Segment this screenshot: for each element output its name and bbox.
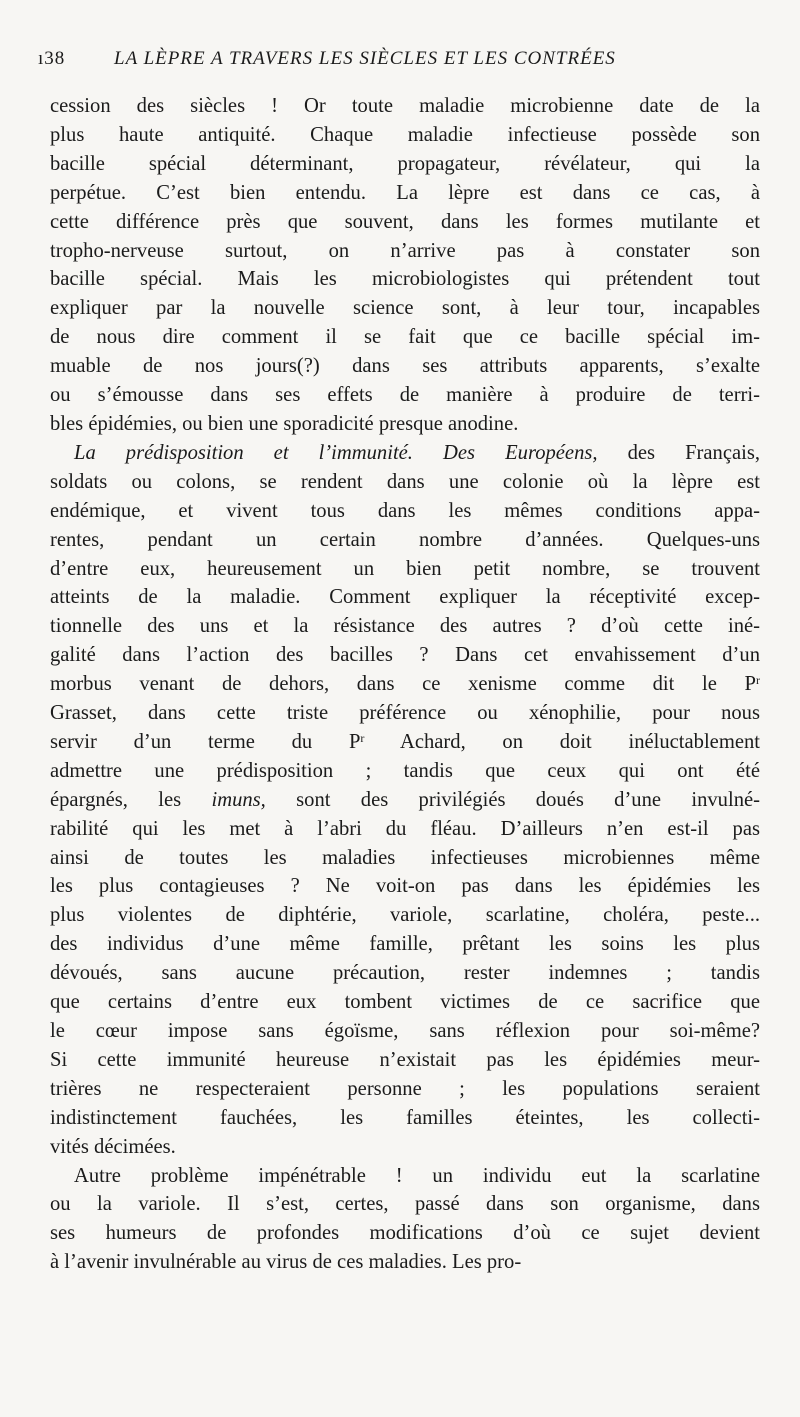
- page-number: ı38: [38, 48, 66, 69]
- text-line: [50, 294, 760, 323]
- text-segment: imuns,: [211, 788, 266, 811]
- text-segment: rentes, pendant un certain nombre d’années. Quelques-uns: [50, 528, 760, 551]
- text-segment: de nous dire comment il se fait que ce bacille spécial im-: [50, 326, 760, 349]
- text-segment: endémique, et vivent tous dans les mêmes conditions appa-: [50, 499, 760, 522]
- text-line: [50, 381, 760, 410]
- text-segment: que certains d’entre eux tombent victimes de ce sacrifice que: [50, 991, 760, 1014]
- text-line: [50, 323, 760, 352]
- text-line: [50, 468, 760, 497]
- text-segment: galité dans l’action des bacilles ? Dans cet envahissement d’un: [50, 644, 760, 667]
- text-line: [50, 526, 760, 555]
- text-line: [50, 555, 760, 584]
- text-line: [50, 150, 760, 179]
- text-line: [50, 786, 760, 815]
- text-line: [50, 410, 760, 439]
- text-line: [50, 1162, 760, 1191]
- text-segment: cette différence près que souvent, dans les formes mutilante et: [50, 210, 760, 233]
- text-segment: tionnelle des uns et la résistance des autres ? d’où cette iné-: [50, 615, 760, 638]
- text-line: [50, 1104, 760, 1133]
- text-line: [50, 670, 760, 699]
- text-segment: ainsi de toutes les maladies infectieuses microbiennes même: [50, 846, 760, 869]
- text-line: [50, 237, 760, 266]
- text-segment: expliquer par la nouvelle science sont, à leur tour, incapables: [50, 297, 760, 320]
- text-segment: à l’avenir invulnérable au virus de ces maladies. Les pro-: [50, 1251, 522, 1274]
- text-segment: indistinctement fauchées, les familles éteintes, les collecti-: [50, 1106, 760, 1129]
- text-line: [50, 583, 760, 612]
- text-line: [50, 844, 760, 873]
- text-segment: tropho-nerveuse surtout, on n’arrive pas à constater son: [50, 239, 760, 262]
- text-segment: soldats ou colons, se rendent dans une colonie où la lèpre est: [50, 470, 760, 493]
- text-segment: Grasset, dans cette triste préférence ou xénophilie, pour nous: [50, 702, 760, 725]
- text-segment: ou s’émousse dans ses effets de manière à produire de terri-: [50, 384, 760, 407]
- text-segment: La prédisposition et l’immunité. Des Européens,: [74, 441, 598, 464]
- text-segment: bles épidémies, ou bien une sporadicité presque anodine.: [50, 412, 519, 435]
- text-segment: vités décimées.: [50, 1135, 176, 1158]
- text-line: [50, 641, 760, 670]
- text-line: [50, 497, 760, 526]
- text-segment: sont des privilégiés doués d’une invulné-: [265, 788, 760, 811]
- text-segment: plus violentes de diphtérie, variole, scarlatine, choléra, peste...: [50, 904, 760, 927]
- text-line: [50, 959, 760, 988]
- text-segment: trières ne respecteraient personne ; les populations seraient: [50, 1077, 760, 1100]
- text-segment: les plus contagieuses ? Ne voit-on pas dans les épidémies les: [50, 875, 760, 898]
- text-segment: d’entre eux, heureusement un bien petit nombre, se trouvent: [50, 557, 760, 580]
- text-segment: perpétue. C’est bien entendu. La lèpre est dans ce cas, à: [50, 181, 760, 204]
- text-segment: des Français,: [597, 441, 760, 464]
- text-segment: bacille spécial. Mais les microbiologistes qui prétendent tout: [50, 268, 760, 291]
- text-segment: rabilité qui les met à l’abri du fléau. D’ailleurs n’en est-il pas: [50, 817, 760, 840]
- text-line: [50, 1017, 760, 1046]
- text-line: [50, 699, 760, 728]
- text-line: [50, 439, 760, 468]
- body-text: [50, 92, 760, 1277]
- text-line: [50, 612, 760, 641]
- text-line: [50, 930, 760, 959]
- text-segment: ou la variole. Il s’est, certes, passé dans son organisme, dans: [50, 1193, 760, 1216]
- text-segment: muable de nos jours(?) dans ses attributs apparents, s’exalte: [50, 355, 760, 378]
- text-segment: ses humeurs de profondes modifications d’où ce sujet devient: [50, 1222, 760, 1245]
- text-line: [50, 265, 760, 294]
- text-line: [50, 1248, 760, 1277]
- text-segment: morbus venant de dehors, dans ce xenisme comme dit le P: [50, 673, 756, 696]
- text-segment: atteints de la maladie. Comment expliquer la réceptivité excep-: [50, 586, 760, 609]
- text-line: [50, 1190, 760, 1219]
- text-segment: plus haute antiquité. Chaque maladie infectieuse possède son: [50, 123, 760, 146]
- text-segment: Si cette immunité heureuse n’existait pas les épidémies meur-: [50, 1048, 760, 1071]
- text-segment: dévoués, sans aucune précaution, rester indemnes ; tandis: [50, 962, 760, 985]
- text-segment: épargnés, les: [50, 788, 212, 811]
- page-header: [38, 48, 758, 78]
- text-line: [50, 815, 760, 844]
- text-segment: admettre une prédisposition ; tandis que ceux qui ont été: [50, 759, 760, 782]
- running-head: LA LÈPRE A TRAVERS LES SIÈCLES ET LES CONTRÉES: [114, 48, 616, 69]
- text-line: [50, 121, 760, 150]
- text-line: [50, 208, 760, 237]
- text-line: [50, 1133, 760, 1162]
- text-line: [50, 728, 760, 757]
- superscript: r: [756, 673, 760, 688]
- text-line: [50, 988, 760, 1017]
- text-line: [50, 1046, 760, 1075]
- text-line: [50, 901, 760, 930]
- text-line: [50, 757, 760, 786]
- text-segment: bacille spécial déterminant, propagateur, révélateur, qui la: [50, 152, 760, 175]
- superscript: r: [360, 730, 365, 745]
- text-line: [50, 1075, 760, 1104]
- text-segment: cession des siècles ! Or toute maladie microbienne date de la: [50, 95, 760, 117]
- text-segment: des individus d’une même famille, prêtant les soins les plus: [50, 933, 760, 956]
- text-line: [50, 92, 760, 121]
- text-line: [50, 872, 760, 901]
- text-segment: le cœur impose sans égoïsme, sans réflexion pour soi-même?: [50, 1020, 760, 1042]
- text-segment: Achard, on doit inéluctablement: [364, 730, 760, 753]
- text-segment: Autre problème impénétrable ! un individu eut la scarlatine: [74, 1164, 760, 1187]
- text-line: [50, 1219, 760, 1248]
- text-line: [50, 179, 760, 208]
- text-segment: servir d’un terme du P: [50, 730, 361, 753]
- text-line: [50, 352, 760, 381]
